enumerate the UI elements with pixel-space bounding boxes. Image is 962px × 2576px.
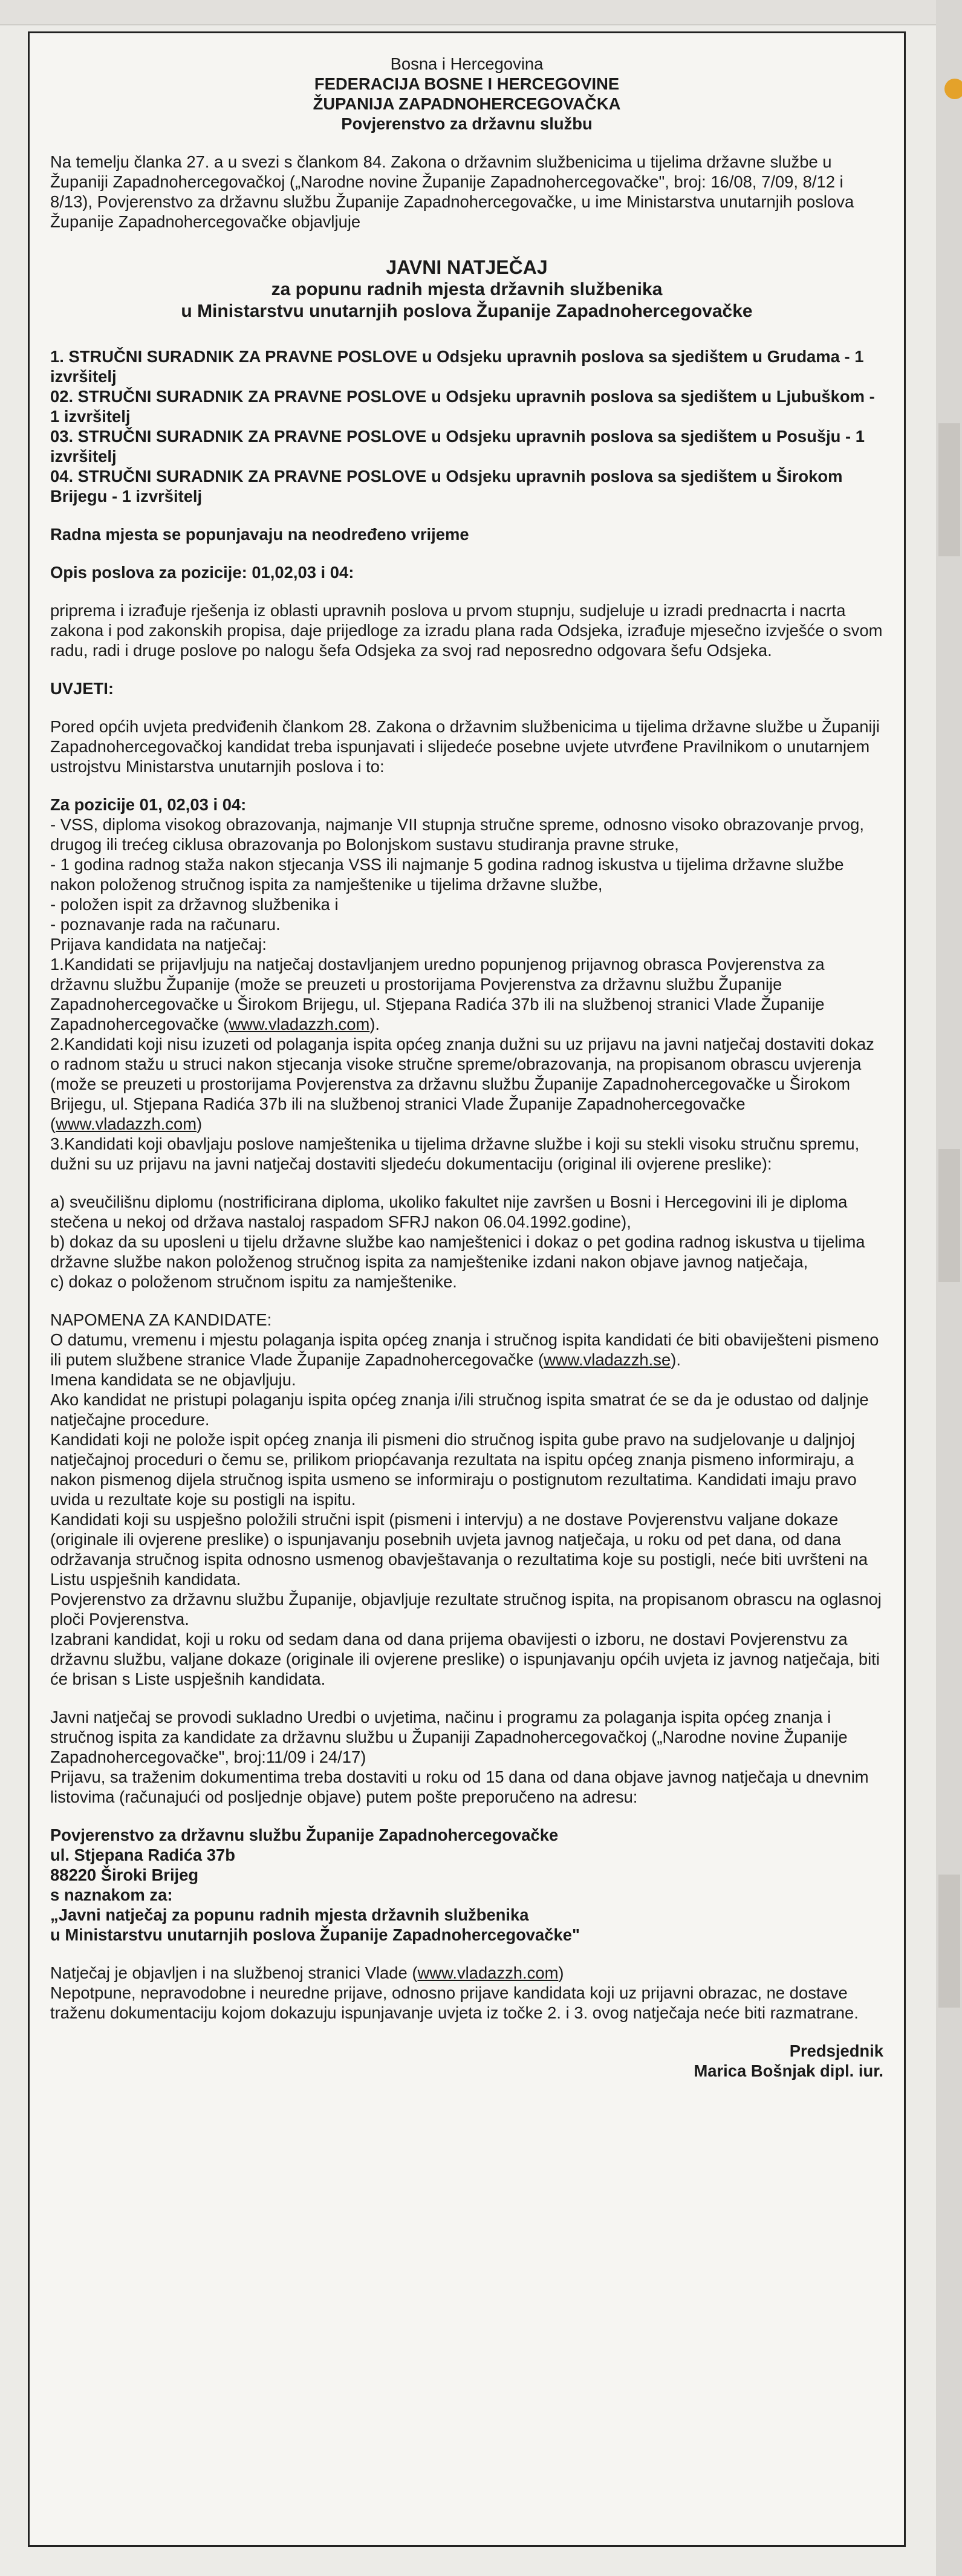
signature-name: Marica Bošnjak dipl. iur. [694, 2061, 883, 2080]
document-item: b) dokaz da su uposleni u tijelu državne službe kao namještenici i dokaz o pet godina radnog iskustva u tijelima državne službe nakon položenog stručnog ispita za namještenike izdani nakon objave javnog natječaja, [50, 1232, 865, 1271]
note-item: Kandidati koji su uspješno položili stručni ispit (pismeni i intervju) a ne dostave Povjerenstvu valjane dokaze (originale ili ovjerene preslike) o ispunjavanju posebnih uvjeta javnog natječaja, u roku od pet dana, od dana održavanja stručnog ispita odnosno usmenog obavještavanja o rezultatima koje su postigli, neće biti uvršteni na Listu uspješnih kandidata. [50, 1510, 868, 1589]
header-canton: ŽUPANIJA ZAPADNOHERCEGOVAČKA [313, 94, 621, 113]
positions-list [50, 346, 883, 506]
condition-item: - položen ispit za državnog službenika i [50, 895, 339, 914]
website-link[interactable]: www.vladazzh.se [544, 1350, 671, 1369]
title-line-1: za popunu radnih mjesta državnih službenika [271, 279, 663, 299]
condition-item: - VSS, diploma visokog obrazovanja, najmanje VII stupnja stručne spreme, odnosno visoko obrazovanje prvog, drugog ili trećeg ciklusa obrazovanja po Bolonjskom sustavu studiranja pravne struke, [50, 815, 864, 854]
duties-heading: Opis poslova za pozicije: 01,02,03 i 04: [50, 563, 354, 582]
note-item: Izabrani kandidat, koji u roku od sedam dana od dana prijema obavijesti o izboru, ne dostavi Povjerenstvu za državnu službu, valjane dokaze (originale ili ovjerene preslike) o ispunjavanju općih uvjeta iz javnog natječaja, biti će brisan s Liste uspješnih kandidata. [50, 1630, 880, 1688]
website-link[interactable]: www.vladazzh.com [417, 1963, 559, 1982]
address-line: „Javni natječaj za popunu radnih mjesta državnih službenika [50, 1905, 529, 1924]
note-item: O datumu, vremenu i mjestu polaganja ispita općeg znanja i stručnog ispita kandidati će biti obaviješteni pismeno ili putem službene stranice Vlade Županije Zapadnohercegovačke (www.vladazzh.se). [50, 1330, 879, 1369]
position-item: 04. STRUČNI SURADNIK ZA PRAVNE POSLOVE u Odsjeku upravnih poslova sa sjedištem u Širokom Brijegu - 1 izvršitelj [50, 467, 843, 506]
condition-item: - poznavanje rada na računaru. [50, 915, 281, 934]
note-item: Kandidati koji ne polože ispit općeg znanja ili pismeni dio stručnog ispita gube pravo na sudjelovanje u daljnjoj natječajnoj proceduri o čemu se, prilikom priopćavanja rezultata na ispitu općeg znanja pismeno informiraju, a nakon pismenog dijela stručnog ispita usmeno se informiraju o postignutom rezultatima. Kandidati imaju pravo uvida u rezultate koje su postigli na ispitu. [50, 1430, 857, 1509]
application-item-3: 3.Kandidati koji obavljaju poslove namještenika u tijelima državne službe i koji su stekli visoku stručnu spremu, dužni su uz prijavu na javni natječaj dostaviti sljedeću dokumentaciju (original ili ovjerene preslike): [50, 1134, 860, 1173]
newspaper-top-strip [0, 0, 962, 25]
publication-note: Natječaj je objavljen i na službenoj stranici Vlade (www.vladazzh.com) [50, 1963, 564, 1982]
document-item: c) dokaz o položenom stručnom ispitu za namještenike. [50, 1272, 457, 1291]
header-office: Povjerenstvo za državnu službu [341, 114, 593, 133]
address-line: 88220 Široki Brijeg [50, 1865, 199, 1884]
position-item: 1. STRUČNI SURADNIK ZA PRAVNE POSLOVE u Odsjeku upravnih poslova sa sjedištem u Grudama - 1 izvršitelj [50, 347, 864, 386]
position-item: 02. STRUČNI SURADNIK ZA PRAVNE POSLOVE u Odsjeku upravnih poslova sa sjedištem u Ljubuškom - 1 izvršitelj [50, 387, 875, 426]
title-main: JAVNI NATJEČAJ [386, 256, 548, 278]
conditions-list [50, 815, 883, 934]
employment-term: Radna mjesta se popunjavaju na neodređeno vrijeme [50, 525, 469, 544]
applications-heading: Prijava kandidata na natječaj: [50, 935, 267, 954]
incomplete-applications-note: Nepotpune, nepravodobne i neuredne prijave, odnosno prijave kandidata koji uz prijavni obrazac, ne dostave traženu dokumentaciju kojom dokazuju ispunjavanje uvjeta iz točke 2. i 3. ovog natječaja neće biti razmatrane. [50, 1983, 859, 2022]
address-line: s naznakom za: [50, 1885, 173, 1904]
address-line: Povjerenstvo za državnu službu Županije Zapadnohercegovačke [50, 1826, 559, 1844]
mailing-address [50, 1825, 883, 1945]
condition-item: - 1 godina radnog staža nakon stjecanja VSS ili najmanje 5 godina radnog iskustva u tijelima državne službe nakon položenog stručnog ispita za namještenike u tijelima državne službe, [50, 855, 844, 894]
website-link[interactable]: www.vladazzh.com [56, 1114, 197, 1133]
conditions-text: Pored općih uvjeta predviđenih člankom 28. Zakona o državnim službenicima u tijelima državne službe u Županiji Zapadnohercegovačkoj kandidat treba ispunjavati i slijedeće posebne uvjete utvrđene Pravilnikom o unutarnjem ustrojstvu Ministarstva unutarnjih poslova i to: [50, 717, 880, 776]
address-line: u Ministarstvu unutarnjih poslova Županije Zapadnohercegovačke" [50, 1925, 580, 1944]
adjacent-column-block [938, 1875, 960, 2008]
header-federation: FEDERACIJA BOSNE I HERCEGOVINE [314, 74, 620, 93]
conditions-positions-heading: Za pozicije 01, 02,03 i 04: [50, 795, 247, 814]
procedure-text: Javni natječaj se provodi sukladno Uredbi o uvjetima, načinu i programu za polaganja ispita općeg znanja i stručnog ispita za kandidate za državnu službu u Županiji Zapadnohercegovačkoj („Narodne novine Županije Zapadnohercegovačke", broj:11/09 i 24/17) [50, 1708, 848, 1766]
website-link[interactable]: www.vladazzh.com [229, 1015, 370, 1033]
notice-title [50, 256, 883, 322]
title-line-2: u Ministarstvu unutarnjih poslova Županije Zapadnohercegovačke [181, 301, 753, 321]
header-country: Bosna i Hercegovina [390, 54, 544, 73]
notice-header [50, 54, 883, 134]
address-line: ul. Stjepana Radića 37b [50, 1846, 235, 1864]
required-documents [50, 1192, 883, 1292]
adjacent-column-block [938, 1149, 960, 1282]
submission-text: Prijavu, sa traženim dokumentima treba dostaviti u roku od 15 dana od dana objave javnog natječaja u dnevnim listovima (računajući od posljednje objave) putem pošte preporučeno na adresu: [50, 1768, 869, 1806]
intro-paragraph: Na temelju članka 27. a u svezi s člankom 84. Zakona o državnim službenicima u tijelima državne službe u Županiji Zapadnohercegovačkoj („Narodne novine Županije Zapadnohercegovačke", broj: 16/08, 7/09, 8/12 i 8/13), Povjerenstvo za državnu službu Županije Zapadnohercegovačke, u ime Ministarstva unutarnjih poslova Županije Zapadnohercegovačke objavljuje [50, 152, 854, 231]
duties-text: priprema i izrađuje rješenja iz oblasti upravnih poslova u prvom stupnju, sudjeluje u izradi prednacrta i nacrta zakona i pod zakonskih propisa, daje prijedloge za izradu plana rada Odsjeka, izrađuje mjesečno izvješće o svom radu, radi i druge poslove po nalogu šefa Odsjeka za svoj rad neposredno odgovara šefu Odsjeka. [50, 601, 883, 660]
application-item-1: 1.Kandidati se prijavljuju na natječaj dostavljanjem uredno popunjenog prijavnog obrasca Povjerenstva za državnu službu Županije (može se preuzeti u prostorijama Povjerenstva za državnu službu Županije Zapadnohercegovačke u Širokom Brijegu, ul. Stjepana Radića 37b ili na službenoj stranici Vlade Županije Zapadnohercegovačke (www.vladazzh.com). [50, 955, 825, 1033]
decorative-dot [944, 79, 962, 99]
signature-block [50, 2041, 883, 2081]
note-item: Povjerenstvo za državnu službu Županije, objavljuje rezultate stručnog ispita, na propisanom obrascu na oglasnoj ploči Povjerenstva. [50, 1590, 882, 1628]
note-item: Imena kandidata se ne objavljuju. [50, 1370, 296, 1389]
note-item: Ako kandidat ne pristupi polaganju ispita općeg znanja i/ili stručnog ispita smatrat će se da je odustao od daljnje natječajne procedure. [50, 1390, 869, 1429]
adjacent-column-edge [936, 0, 962, 2576]
job-vacancy-notice [28, 31, 906, 2547]
application-item-2: 2.Kandidati koji nisu izuzeti od polaganja ispita općeg znanja dužni su uz prijavu na javni natječaj dostaviti dokaz o radnom stažu u struci nakon stjecanja visoke stručne spreme/obrazovanja, na propisanom obrascu uvjerenja (može se preuzeti u prostorijama Povjerenstva za državnu službu Županije Zapadnohercegovačke u Širokom Brijegu, ul. Stjepana Radića 37b ili na službenoj stranici Vlade Županije Zapadnohercegovačke (www.vladazzh.com) [50, 1035, 874, 1133]
document-item: a) sveučilišnu diplomu (nostrificirana diploma, ukoliko fakultet nije završen u Bosni i Hercegovini ili je diploma stečena u nekoj od država nastaloj raspadom SFRJ nakon 06.04.1992.godine), [50, 1192, 848, 1231]
adjacent-column-block [938, 423, 960, 556]
signature-role: Predsjednik [789, 2041, 883, 2060]
notes-heading: NAPOMENA ZA KANDIDATE: [50, 1310, 272, 1329]
position-item: 03. STRUČNI SURADNIK ZA PRAVNE POSLOVE u Odsjeku upravnih poslova sa sjedištem u Posušju - 1 izvršitelj [50, 427, 865, 466]
conditions-heading: UVJETI: [50, 679, 114, 698]
